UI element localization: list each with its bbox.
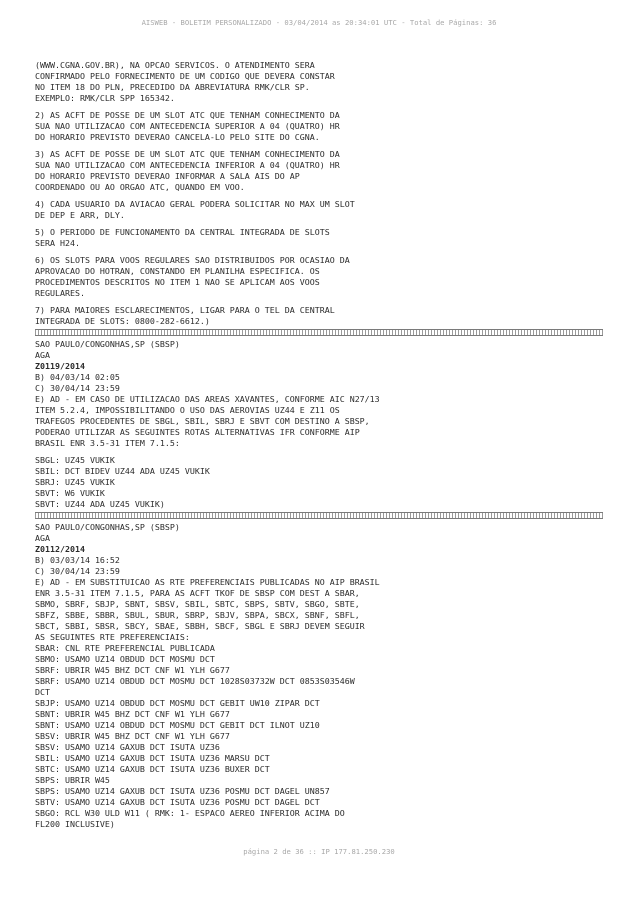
page-footer: página 2 de 36 :: IP 177.81.250.230 [243, 847, 395, 856]
text-line: (WWW.CGNA.GOV.BR), NA OPCAO SERVICOS. O ATENDIMENTO SERA [35, 60, 315, 70]
text-line: SBPS: UBRIR W45 [35, 775, 110, 785]
text-line: SBIL: USAMO UZ14 GAXUB DCT ISUTA UZ36 MARSU DCT [35, 753, 270, 763]
text-line: PODERAO UTILIZAR AS SEGUINTES ROTAS ALTERNATIVAS IFR CONFORME AIP [35, 427, 360, 437]
text-line: DE DEP E ARR, DLY. [35, 210, 125, 220]
text-line: FL200 INCLUSIVE) [35, 819, 115, 829]
text-line: SERA H24. [35, 238, 80, 248]
text-line: SUA NAO UTILIZACAO COM ANTECEDENCIA INFERIOR A 04 (QUATRO) HR [35, 160, 340, 170]
text-line: SBAR: CNL RTE PREFERENCIAL PUBLICADA [35, 643, 215, 653]
text-line: SBMO: USAMO UZ14 OBDUD DCT MOSMU DCT [35, 654, 215, 664]
text-line: PROCEDIMENTOS DESCRITOS NO ITEM 1 NAO SE APLICAM AOS VOOS [35, 277, 320, 287]
text-line: B) 04/03/14 02:05 [35, 372, 120, 382]
notam-separator [35, 329, 603, 336]
text-line: ENR 3.5-31 ITEM 7.1.5, PARA AS ACFT TKOF DE SBSP COM DEST A SBAR, [35, 588, 360, 598]
text-line: 7) PARA MAIORES ESCLARECIMENTOS, LIGAR PARA O TEL DA CENTRAL [35, 305, 335, 315]
text-line: DO HORARIO PREVISTO DEVERAO CANCELA-LO PELO SITE DO CGNA. [35, 132, 320, 142]
text-line: SBIL: DCT BIDEV UZ44 ADA UZ45 VUKIK [35, 466, 210, 476]
text-line: SBRF: USAMO UZ14 OBDUD DCT MOSMU DCT 1028S03732W DCT 0853S03546W [35, 676, 355, 686]
text-line: CONFIRMADO PELO FORNECIMENTO DE UM CODIGO QUE DEVERA CONSTAR [35, 71, 335, 81]
text-line: SBVT: UZ44 ADA UZ45 VUKIK) [35, 499, 165, 509]
text-line: SBNT: UBRIR W45 BHZ DCT CNF W1 YLH G677 [35, 709, 230, 719]
text-line: DCT [35, 687, 50, 697]
text-line: 6) OS SLOTS PARA VOOS REGULARES SAO DISTRIBUIDOS POR OCASIAO DA [35, 255, 350, 265]
text-line: AGA [35, 350, 50, 360]
text-line: SBGL: UZ45 VUKIK [35, 455, 115, 465]
text-line: SAO PAULO/CONGONHAS,SP (SBSP) [35, 522, 180, 532]
text-line: B) 03/03/14 16:52 [35, 555, 120, 565]
text-line: E) AD - EM SUBSTITUICAO AS RTE PREFERENCIAIS PUBLICADAS NO AIP BRASIL [35, 577, 380, 587]
text-line: SBPS: USAMO UZ14 GAXUB DCT ISUTA UZ36 POSMU DCT DAGEL UN857 [35, 786, 330, 796]
text-line: REGULARES. [35, 288, 85, 298]
text-line: SBFZ, SBBE, SBBR, SBUL, SBUR, SBRP, SBJV, SBPA, SBCX, SBNF, SBFL, [35, 610, 360, 620]
text-line: SBSV: UBRIR W45 BHZ DCT CNF W1 YLH G677 [35, 731, 230, 741]
text-line: E) AD - EM CASO DE UTILIZACAO DAS AREAS XAVANTES, CONFORME AIC N27/13 [35, 394, 380, 404]
text-line: APROVACAO DO HOTRAN, CONSTANDO EM PLANILHA ESPECIFICA. OS [35, 266, 320, 276]
notam-separator [35, 512, 603, 519]
text-line: BRASIL ENR 3.5-31 ITEM 7.1.5: [35, 438, 180, 448]
text-line: AGA [35, 533, 50, 543]
text-line: 5) O PERIODO DE FUNCIONAMENTO DA CENTRAL INTEGRADA DE SLOTS [35, 227, 330, 237]
text-line: NO ITEM 18 DO PLN, PRECEDIDO DA ABREVIATURA RMK/CLR SP. [35, 82, 310, 92]
text-line: 4) CADA USUARIO DA AVIACAO GERAL PODERA SOLICITAR NO MAX UM SLOT [35, 199, 355, 209]
text-line: COORDENADO OU AO ORGAO ATC, QUANDO EM VOO. [35, 182, 245, 192]
text-line: SBNT: USAMO UZ14 OBDUD DCT MOSMU DCT GEBIT DCT ILNOT UZ10 [35, 720, 320, 730]
text-line: SUA NAO UTILIZACAO COM ANTECEDENCIA SUPERIOR A 04 (QUATRO) HR [35, 121, 340, 131]
notam-number: Z0112/2014 [35, 544, 85, 554]
text-line: C) 30/04/14 23:59 [35, 566, 120, 576]
text-line: DO HORARIO PREVISTO DEVERAO INFORMAR A SALA AIS DO AP [35, 171, 300, 181]
notam-number: Z0119/2014 [35, 361, 85, 371]
bulletin-content [35, 60, 625, 830]
text-line: SBTV: USAMO UZ14 GAXUB DCT ISUTA UZ36 POSMU DCT DAGEL DCT [35, 797, 320, 807]
text-line: SBGO: RCL W30 ULD W11 ( RMK: 1- ESPACO AEREO INFERIOR ACIMA DO [35, 808, 345, 818]
text-line: SBSV: USAMO UZ14 GAXUB DCT ISUTA UZ36 [35, 742, 220, 752]
text-line: C) 30/04/14 23:59 [35, 383, 120, 393]
text-line: TRAFEGOS PROCEDENTES DE SBGL, SBIL, SBRJ E SBVT COM DESTINO A SBSP, [35, 416, 370, 426]
text-line: EXEMPLO: RMK/CLR SPP 165342. [35, 93, 175, 103]
text-line: SBCT, SBBI, SBSR, SBCY, SBAE, SBBH, SBCF, SBGL E SBRJ DEVEM SEGUIR [35, 621, 365, 631]
text-line: SBMO, SBRF, SBJP, SBNT, SBSV, SBIL, SBTC, SBPS, SBTV, SBGO, SBTE, [35, 599, 360, 609]
text-line: SAO PAULO/CONGONHAS,SP (SBSP) [35, 339, 180, 349]
page-header: AISWEB - BOLETIM PERSONALIZADO - 03/04/2014 as 20:34:01 UTC - Total de Páginas: 36 [141, 18, 497, 27]
text-line: SBTC: USAMO UZ14 GAXUB DCT ISUTA UZ36 BUXER DCT [35, 764, 270, 774]
text-line: 2) AS ACFT DE POSSE DE UM SLOT ATC QUE TENHAM CONHECIMENTO DA [35, 110, 340, 120]
text-line: AS SEGUINTES RTE PREFERENCIAIS: [35, 632, 190, 642]
text-line: INTEGRADA DE SLOTS: 0800-282-6612.) [35, 316, 210, 326]
text-line: SBRJ: UZ45 VUKIK [35, 477, 115, 487]
text-line: 3) AS ACFT DE POSSE DE UM SLOT ATC QUE TENHAM CONHECIMENTO DA [35, 149, 340, 159]
text-line: ITEM 5.2.4, IMPOSSIBILITANDO O USO DAS AEROVIAS UZ44 E Z11 OS [35, 405, 340, 415]
text-line: SBJP: USAMO UZ14 OBDUD DCT MOSMU DCT GEBIT UW10 ZIPAR DCT [35, 698, 320, 708]
text-line: SBRF: UBRIR W45 BHZ DCT CNF W1 YLH G677 [35, 665, 230, 675]
text-line: SBVT: W6 VUKIK [35, 488, 105, 498]
